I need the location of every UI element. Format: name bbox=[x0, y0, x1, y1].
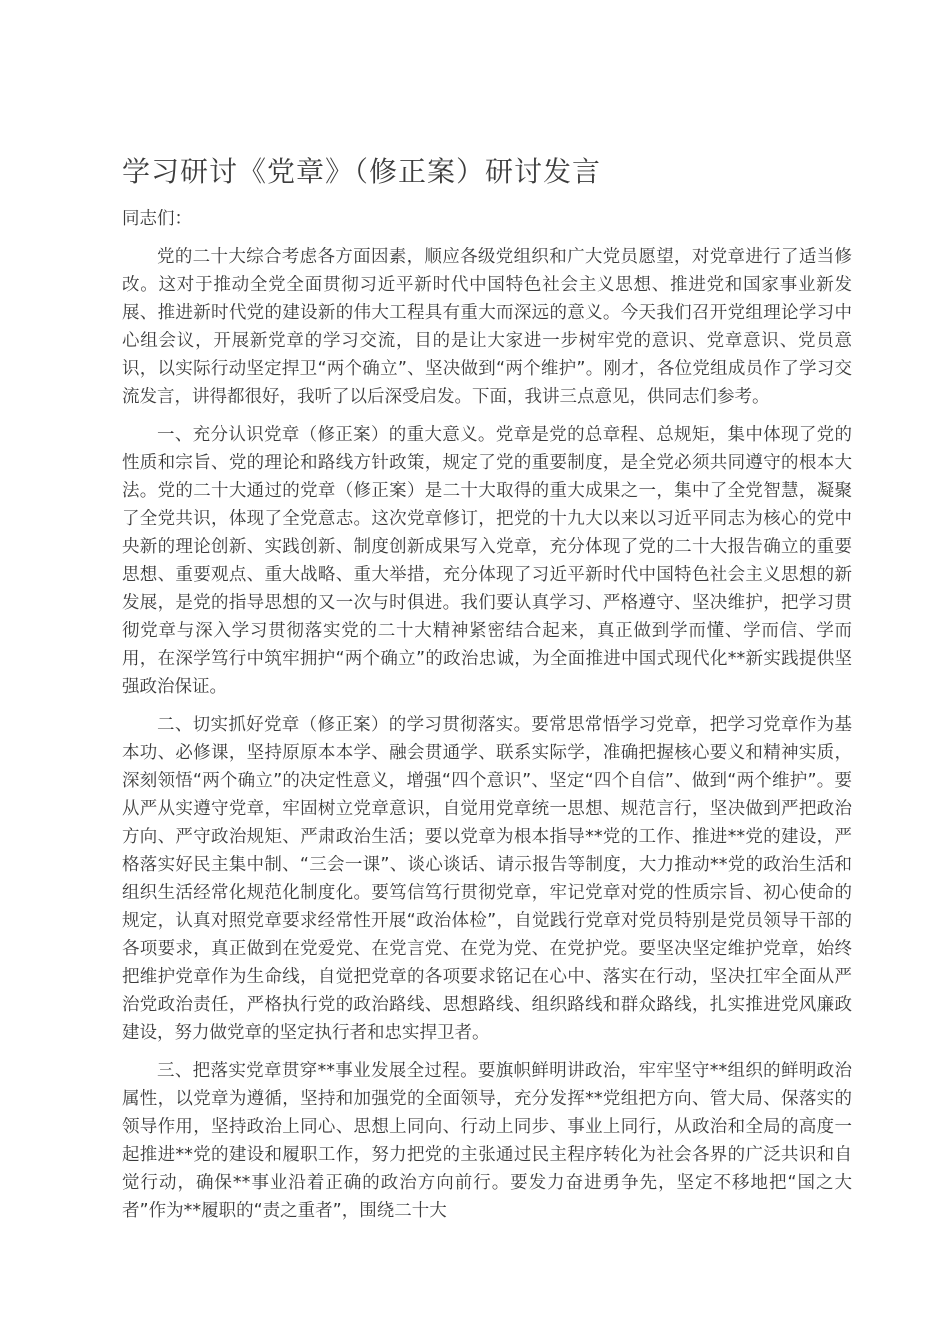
salutation: 同志们： bbox=[122, 209, 192, 229]
paragraph-intro: 党的二十大综合考虑各方面因素，顺应各级党组织和广大党员愿望，对党章进行了适当修改。这对于推动全党全面贯彻习近平新时代中国特色社会主义思想、推进党和国家事业新发展、推进新时代党的建设新的伟大工程具有重大而深远的意义。今天我们召开党组理论学习中心组会议，开展新党章的学习交流，目的是让大家进一步树牢党的意识、党章意识、党员意识，以实际行动坚定捍卫“两个确立”、坚决做到“两个维护”。刚才，各位党组成员作了学习交流发言，讲得都很好，我听了以后深受启发。下面，我讲三点意见，供同志们参考。 bbox=[122, 247, 852, 407]
paragraph-section-3: 三、把落实党章贯穿**事业发展全过程。要旗帜鲜明讲政治，牢牢坚守**组织的鲜明政治属性，以党章为遵循，坚持和加强党的全面领导，充分发挥**党组把方向、管大局、保落实的领导作用，坚持政治上同心、思想上同向、行动上同步、事业上同行，从政治和全局的高度一起推进**党的建设和履职工作，努力把党的主张通过民主程序转化为社会各界的广泛共识和自觉行动，确保**事业沿着正确的政治方向前行。要发力奋进勇争先，坚定不移地把“国之大者”作为**履职的“责之重者”，围绕二十大 bbox=[122, 1061, 852, 1221]
document-title: 学习研讨《党章》（修正案）研讨发言 bbox=[122, 155, 602, 188]
document-body bbox=[122, 205, 852, 1235]
paragraph-section-2: 二、切实抓好党章（修正案）的学习贯彻落实。要常思常悟学习党章，把学习党章作为基本功、必修课，坚持原原本本学、融会贯通学、联系实际学，准确把握核心要义和精神实质，深刻领悟“两个确立”的决定性意义，增强“四个意识”、坚定“四个自信”、做到“两个维护”。要从严从实遵守党章，牢固树立党章意识，自觉用党章统一思想、规范言行，坚决做到严把政治方向、严守政治规矩、严肃政治生活；要以党章为根本指导**党的工作、推进**党的建设，严格落实好民主集中制、“三会一课”、谈心谈话、请示报告等制度，大力推动**党的政治生活和组织生活经常化规范化制度化。要笃信笃行贯彻党章，牢记党章对党的性质宗旨、初心使命的规定，认真对照党章要求经常性开展“政治体检”，自觉践行党章对党员特别是党员领导干部的各项要求，真正做到在党爱党、在党言党、在党为党、在党护党。要坚决坚定维护党章，始终把维护党章作为生命线，自觉把党章的各项要求铭记在心中、落实在行动，坚决扛牢全面从严治党政治责任，严格执行党的政治路线、思想路线、组织路线和群众路线，扎实推进党风廉政建设，努力做党章的坚定执行者和忠实捍卫者。 bbox=[122, 715, 852, 1043]
paragraph-section-1: 一、充分认识党章（修正案）的重大意义。党章是党的总章程、总规矩，集中体现了党的性质和宗旨、党的理论和路线方针政策，规定了党的重要制度，是全党必须共同遵守的根本大法。党的二十大通过的党章（修正案）是二十大取得的重大成果之一，集中了全党智慧，凝聚了全党共识，体现了全党意志。这次党章修订，把党的十九大以来以习近平同志为核心的党中央新的理论创新、实践创新、制度创新成果写入党章，充分体现了党的二十大报告确立的重要思想、重要观点、重大战略、重大举措，充分体现了习近平新时代中国特色社会主义思想的新发展，是党的指导思想的又一次与时俱进。我们要认真学习、严格遵守、坚决维护，把学习贯彻党章与深入学习贯彻落实党的二十大精神紧密结合起来，真正做到学而懂、学而信、学而用，在深学笃行中筑牢拥护“两个确立”的政治忠诚，为全面推进中国式现代化**新实践提供坚强政治保证。 bbox=[122, 425, 852, 697]
